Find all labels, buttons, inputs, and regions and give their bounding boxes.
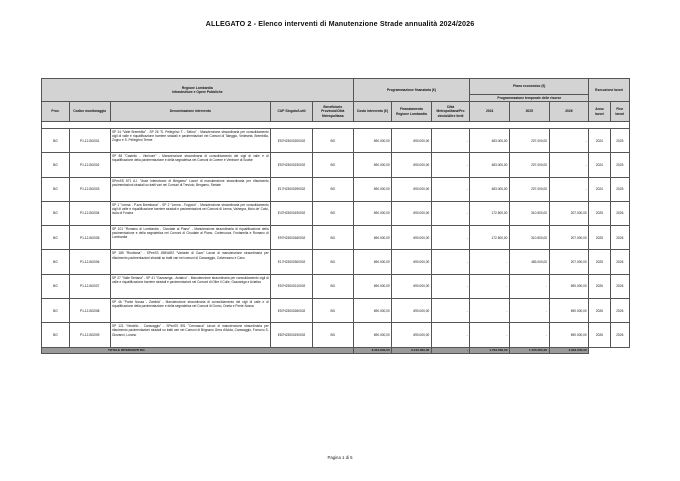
cell-2024: - xyxy=(470,274,510,298)
cell-rl-funding: 690.000,00 xyxy=(392,177,432,201)
cell-cup: E17H23000290002 xyxy=(271,177,313,201)
cell-year-works: 2026 xyxy=(589,274,610,298)
cell-prov: BG xyxy=(42,129,70,153)
cell-2025: 310.500,00 xyxy=(509,226,549,250)
total-row xyxy=(42,347,630,353)
interventions-table xyxy=(41,78,630,354)
temporal-programming-header: Programmazione temporale delle risorse xyxy=(470,95,589,102)
cell-cost: 690.000,00 xyxy=(353,153,392,177)
cell-description: SP 46 "Ponte Nossa - Zambla" - Manutenzione straordinaria di consolidamento dei cigli di valle e di riqualificazione della pavimentazione e della segnaletica nei Comuni di Gorno, Oneta e Ponte Nossa xyxy=(110,299,271,323)
cell-2026: 690.000,00 xyxy=(549,274,589,298)
cell-year-works: 2024 xyxy=(589,129,610,153)
cell-cup: E87H23000190002 xyxy=(271,323,313,347)
cell-2024: 172.500,00 xyxy=(470,201,510,225)
cell-2025: 207.000,00 xyxy=(509,177,549,201)
table-row xyxy=(42,201,630,225)
cell-prov: BG xyxy=(42,323,70,347)
cell-rl-funding: 690.000,00 xyxy=(392,201,432,225)
cell-2026: 690.000,00 xyxy=(549,323,589,347)
cell-cost: 690.000,00 xyxy=(353,226,392,250)
cell-beneficiary: BG xyxy=(312,153,353,177)
table-row xyxy=(42,153,630,177)
cell-cup: E57H23000260002 xyxy=(271,299,313,323)
execution-header: Esecuzione lavori xyxy=(589,79,630,102)
cell-beneficiary: BG xyxy=(312,177,353,201)
cell-rl-funding: 690.000,00 xyxy=(392,129,432,153)
cell-prov: BG xyxy=(42,226,70,250)
cell-cost: 690.000,00 xyxy=(353,129,392,153)
cell-beneficiary: BG xyxy=(312,323,353,347)
cell-code: P1-12-BG009 xyxy=(69,323,110,347)
cell-rl-funding: 690.000,00 xyxy=(392,250,432,274)
table-row xyxy=(42,226,630,250)
cell-2025: 310.500,00 xyxy=(509,201,549,225)
col-beneficiary: Beneficiario Provincia/Città Metropolitana xyxy=(312,102,353,122)
cell-other-funds: - xyxy=(431,323,470,347)
cell-cost: 690.000,00 xyxy=(353,299,392,323)
cell-end-works: 2025 xyxy=(610,177,629,201)
col-rl-funding: Finanziamento Regione Lombardia xyxy=(392,102,432,122)
cell-2024: 172.500,00 xyxy=(470,226,510,250)
entity-header: Regione Lombardia Infrastrutture e Opere Pubbliche xyxy=(42,79,354,102)
cell-other-funds: - xyxy=(431,299,470,323)
cell-description: SP 185 "Rivoltana" - SPexSS 498VAR2 "Variante di Cavo" Lavori di manutenzione straordinaria per rifacimento pavimentazioni stradali su tratti vari nei comuni di Caravaggio, Calvenzano e Cavo xyxy=(110,250,271,274)
col-other-funds: Città Metropolitana/Pro vincia/Altre fonti xyxy=(431,102,470,122)
cell-description: SP 1 "Lenna - P.zza Brembana" - SP 2 "Lenna - Foppolo" - Manutenzione straordinaria per consolidamento cigli di valle e riqualificazione barriere stradali e pavimentazioni nei Comuni di Lenna, Valnegra, Moio de' Calvi, Isola di Fondra xyxy=(110,201,271,225)
cell-cup: E57H23000230002 xyxy=(271,153,313,177)
cell-2026: 207.000,00 xyxy=(549,250,589,274)
cell-cost: 690.000,00 xyxy=(353,201,392,225)
total-cost: 6.210.000,00 xyxy=(353,347,392,353)
cell-end-works: 2025 xyxy=(610,129,629,153)
cell-year-works: 2024 xyxy=(589,177,610,201)
cell-code: P1-12-BG004 xyxy=(69,201,110,225)
cell-cost: 690.000,00 xyxy=(353,323,392,347)
cell-end-works: 2026 xyxy=(610,274,629,298)
cell-rl-funding: 690.000,00 xyxy=(392,323,432,347)
cell-prov: BG xyxy=(42,250,70,274)
cell-cup: E47H23000190002 xyxy=(271,201,313,225)
cell-2025: 207.000,00 xyxy=(509,129,549,153)
cell-other-funds: - xyxy=(431,129,470,153)
cell-code: P1-12-BG003 xyxy=(69,177,110,201)
table-row xyxy=(42,323,630,347)
cell-end-works: 2025 xyxy=(610,153,629,177)
table-row xyxy=(42,299,630,323)
cell-2026: 690.000,00 xyxy=(549,299,589,323)
col-cup: CUP Singolo/Lotti xyxy=(271,102,313,122)
cell-beneficiary: BG xyxy=(312,299,353,323)
cell-year-works: 2025 xyxy=(589,226,610,250)
cell-other-funds: - xyxy=(431,153,470,177)
cell-code: P1-12-BG001 xyxy=(69,129,110,153)
cell-2026: - xyxy=(549,177,589,201)
col-2026: 2026 xyxy=(549,102,589,122)
cell-code: P1-12-BG007 xyxy=(69,274,110,298)
cell-2025: 483.000,00 xyxy=(509,250,549,274)
table-row xyxy=(42,177,630,201)
cell-2024: 483.000,00 xyxy=(470,153,510,177)
cell-2024: 483.000,00 xyxy=(470,129,510,153)
col-name: Denominazione intervento xyxy=(110,102,271,122)
cell-code: P1-12-BG002 xyxy=(69,153,110,177)
cell-other-funds: - xyxy=(431,226,470,250)
table-row xyxy=(42,250,630,274)
cell-cost: 690.000,00 xyxy=(353,177,392,201)
cell-year-works: 2026 xyxy=(589,299,610,323)
cell-other-funds: - xyxy=(431,201,470,225)
cell-prov: BG xyxy=(42,201,70,225)
cell-end-works: 2026 xyxy=(610,226,629,250)
document-title: ALLEGATO 2 - Elenco interventi di Manutenzione Strade annualità 2024/2026 xyxy=(205,19,475,28)
col-end-works: Fine lavori xyxy=(610,102,629,122)
cell-rl-funding: 690.000,00 xyxy=(392,274,432,298)
cell-cup: E97H23000180002 xyxy=(271,226,313,250)
table-row xyxy=(42,129,630,153)
cell-2026: - xyxy=(549,129,589,153)
cell-description: SP 88 "Castello - Viminore" - Manutenzione straordinaria di consolidamento dei cigli di valle e di riqualificazione della pavimentazione e della segnaletica nei Comuni di Corene e Viminore di Scalve xyxy=(110,153,271,177)
cell-2025: - xyxy=(509,274,549,298)
total-other-funds: - xyxy=(431,347,470,353)
cell-2026: 207.000,00 xyxy=(549,226,589,250)
cell-cup: E57H23000210002 xyxy=(271,274,313,298)
cell-2026: 207.000,00 xyxy=(549,201,589,225)
cell-beneficiary: BG xyxy=(312,129,353,153)
cell-cost: 690.000,00 xyxy=(353,250,392,274)
cell-2024: - xyxy=(470,323,510,347)
total-2025: 1.725.000,00 xyxy=(509,347,549,353)
col-2024: 2024 xyxy=(470,102,510,122)
cell-year-works: 2025 xyxy=(589,250,610,274)
cell-other-funds: - xyxy=(431,274,470,298)
cell-year-works: 2026 xyxy=(589,323,610,347)
cell-prov: BG xyxy=(42,153,70,177)
cell-description: SP 121 "Verdello - Caravaggio" - SPexSS 591 "Cremasca" Lavori di manutenzione straordinaria per rifacimento pavimentazioni stradali su tratti vari nei Comuni di Brignano Gera d'Adda, Caravaggio, Fornovo S. Giovanni, Lurano xyxy=(110,323,271,347)
cell-end-works: 2026 xyxy=(610,201,629,225)
cell-end-works: 2026 xyxy=(610,323,629,347)
page-number: Pagina 1 di 5 xyxy=(327,455,353,460)
col-year-works: Anno lavori xyxy=(589,102,610,122)
cell-beneficiary: BG xyxy=(312,250,353,274)
cell-2025: - xyxy=(509,299,549,323)
cell-code: P1-12-BG006 xyxy=(69,250,110,274)
col-2025: 2025 xyxy=(509,102,549,122)
cell-2024: - xyxy=(470,299,510,323)
economic-plan-header: Piano economico (€) xyxy=(470,79,589,95)
cell-other-funds: - xyxy=(431,250,470,274)
total-2026: 2.691.000,00 xyxy=(549,347,589,353)
cell-description: SP 101 "Romano di Lombardia - Civudate al Piano" - Manutenzione straordinaria di riqualificazione della pavimentazione e della segnaletica nei Comuni di Civudate al Piano, Cortenuova, Fontanella e Romano di Lombardia xyxy=(110,226,271,250)
cell-beneficiary: BG xyxy=(312,226,353,250)
cell-cup: E57H23000200002 xyxy=(271,129,313,153)
cell-description: SP 27 "Valle Seriana" - SP 41 "Gazzaniga - Aviatico" - Manutenzione straordinaria per consolidamento cigli di valle e riqualificazione barriere stradali e pavimentazioni nei Comuni di Oltre il Colle, Gazzaniga e Aviatico xyxy=(110,274,271,298)
cell-rl-funding: 690.000,00 xyxy=(392,299,432,323)
cell-prov: BG xyxy=(42,177,70,201)
total-rl-funding: 6.210.000,00 xyxy=(392,347,432,353)
cell-year-works: 2025 xyxy=(589,201,610,225)
cell-cup: E17H23000300002 xyxy=(271,250,313,274)
cell-rl-funding: 690.000,00 xyxy=(392,226,432,250)
cell-year-works: 2024 xyxy=(589,153,610,177)
cell-prov: BG xyxy=(42,299,70,323)
cell-cost: 690.000,00 xyxy=(353,274,392,298)
cell-description: SPexSS 671 A.I. "Asse interurbano di Bergamo" Lavori di manutenzione straordinaria per rifacimento pavimentazioni stradali su tratti vari nei Comuni di Treviolo, Bergamo, Seriate xyxy=(110,177,271,201)
cell-end-works: 2026 xyxy=(610,299,629,323)
cell-beneficiary: BG xyxy=(312,274,353,298)
cell-end-works: 2026 xyxy=(610,250,629,274)
col-cost: Costo intervento (€) xyxy=(353,102,392,122)
cell-description: SP 24 "Valle Brembilla" - SP 26 "S. Pellegrino T. - Selino" - Manutenzione straordinaria per consolidamento cigli di valle e riqualificazione barriere stradali e pavimentazioni nei Comuni di Taleggio, Vedeseta, Brembilla, Zogno e S. Pellegrino Terme xyxy=(110,129,271,153)
cell-2024: - xyxy=(470,250,510,274)
cell-2025: - xyxy=(509,323,549,347)
cell-rl-funding: 690.000,00 xyxy=(392,153,432,177)
cell-beneficiary: BG xyxy=(312,201,353,225)
cell-code: P1-12-BG008 xyxy=(69,299,110,323)
cell-2026: - xyxy=(549,153,589,177)
table-row xyxy=(42,274,630,298)
cell-code: P1-12-BG005 xyxy=(69,226,110,250)
cell-other-funds: - xyxy=(431,177,470,201)
cell-2024: 483.000,00 xyxy=(470,177,510,201)
financial-programming-header: Programmazione finanziaria (€) xyxy=(353,79,470,102)
cell-2025: 207.000,00 xyxy=(509,153,549,177)
col-code: Codice monitoraggio xyxy=(69,102,110,122)
col-prov: Prov. xyxy=(42,102,70,122)
cell-prov: BG xyxy=(42,274,70,298)
total-2024: 1.794.000,00 xyxy=(470,347,510,353)
total-label: TOTALE INTERVENTI BG xyxy=(42,347,354,353)
